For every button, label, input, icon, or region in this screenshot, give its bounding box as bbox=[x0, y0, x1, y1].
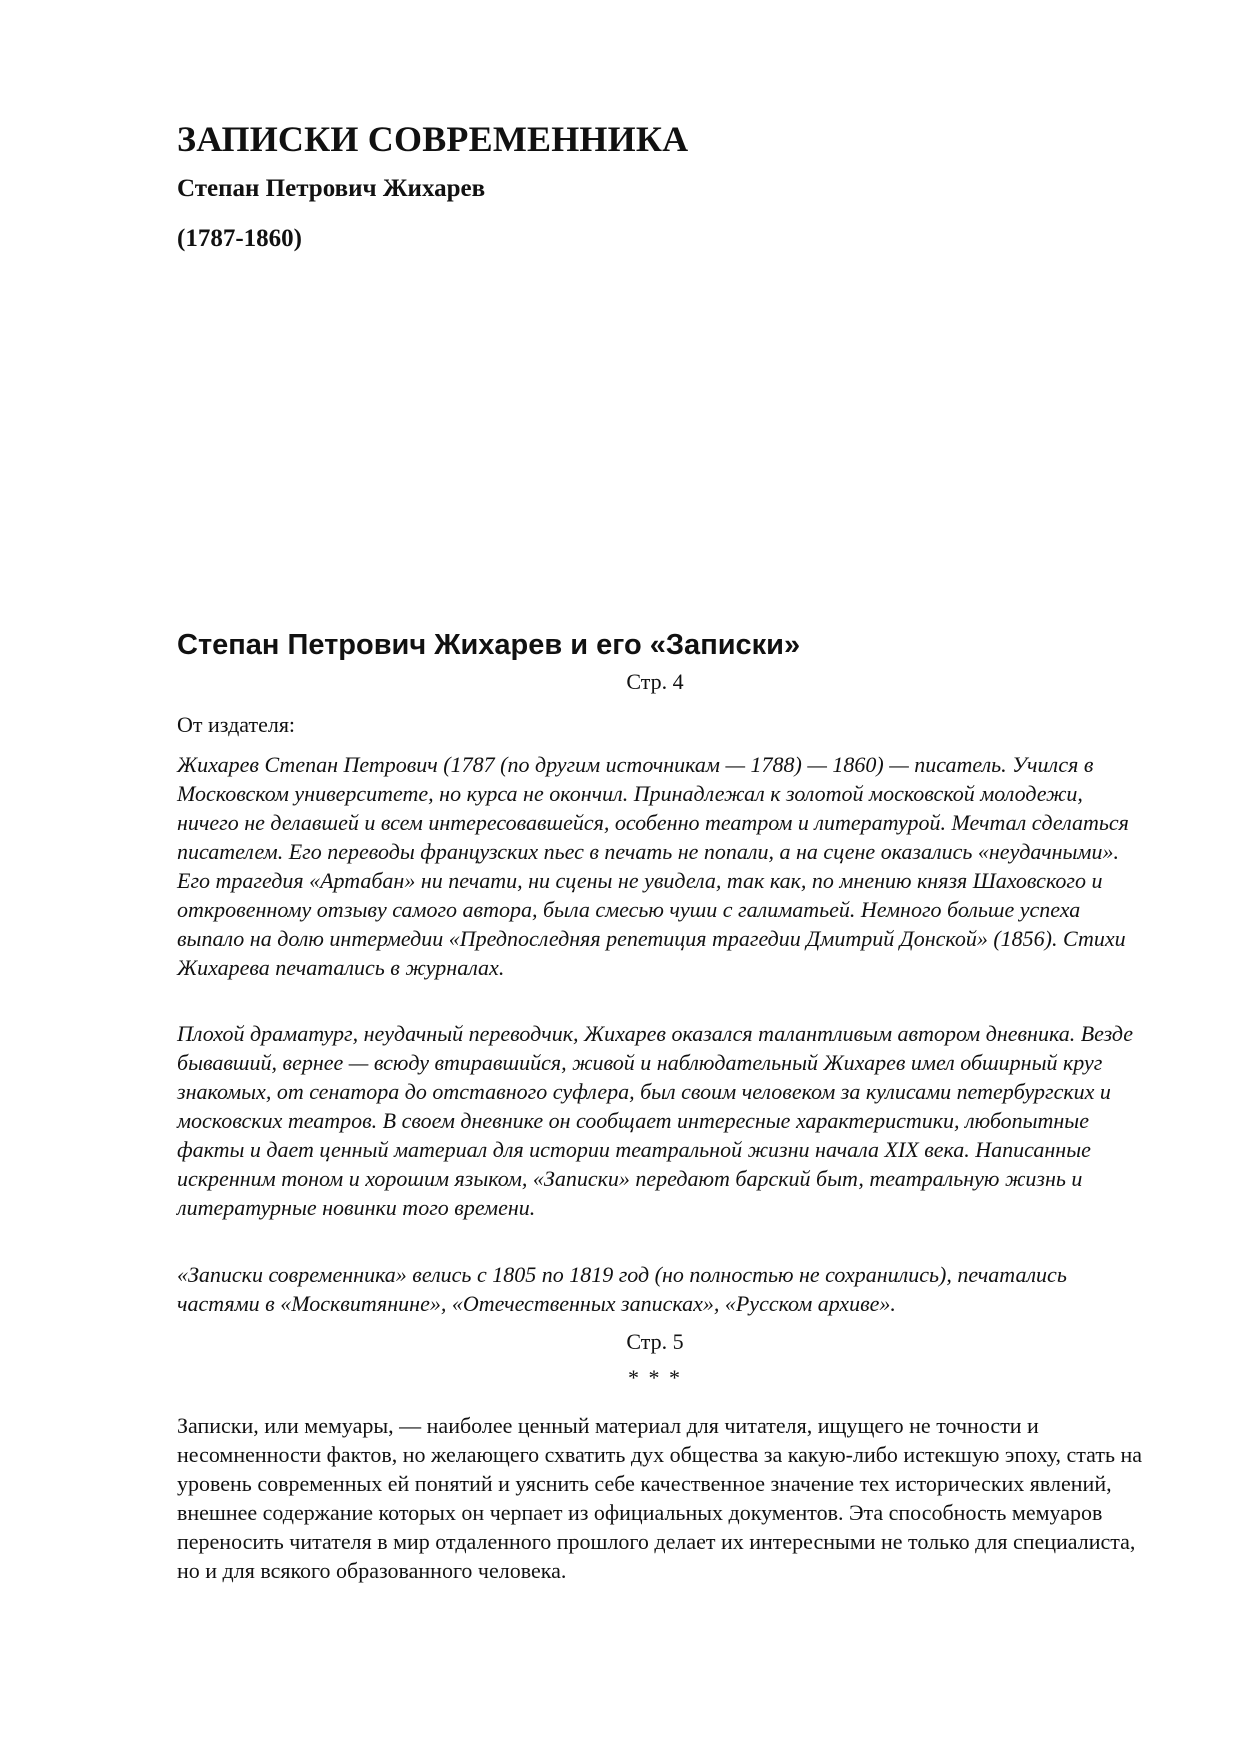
biography-paragraph: Жихарев Степан Петрович (1787 (по другим источникам — 1788) — 1860) — писатель. Учился в Московском университете, но курса не окончил. Принадлежал к золотой московской молодежи, ничего не делавшей и всем интересовавшейся, особенно театром и литературой. Мечтал сделаться писателем. Его переводы французских пьес в печать не попали, а на сцене оказались «неудачными». Его трагедия «Артабан» ни печати, ни сцены не увидела, так как, по мнению князя Шаховского и откровенному отзыву самого автора, была смесью чуши с галиматьей. Немного больше успеха выпало на долю интермедии «Предпоследняя репетиция трагедии Дмитрий Донской» (1856). Стихи Жихарева печатались в журналах. bbox=[177, 752, 1129, 980]
publication-paragraph: «Записки современника» велись с 1805 по 1819 год (но полностью не сохранились), печатались частями в «Москвитянине», «Отечественных записках», «Русском архиве». bbox=[177, 1262, 1067, 1316]
page-marker: Стр. 4 bbox=[626, 669, 684, 694]
section-heading: Степан Петрович Жихарев и его «Записки» bbox=[177, 629, 801, 661]
document-title: ЗАПИСКИ СОВРЕМЕННИКА bbox=[177, 119, 689, 159]
publisher-note-label: От издателя: bbox=[177, 712, 296, 737]
page-marker: Стр. 5 bbox=[626, 1329, 684, 1354]
document-author: Степан Петрович Жихарев bbox=[177, 175, 486, 202]
memoirs-paragraph: Записки, или мемуары, — наиболее ценный материал для читателя, ищущего не точности и несомненности фактов, но желающего схватить дух общества за какую-либо истекшую эпоху, стать на уровень современных ей понятий и уяснить себе качественное значение тех исторических явлений, внешнее содержание которых он черпает из официальных документов. Эта способность мемуаров переносить читателя в мир отдаленного прошлого делает их интересными не только для специалиста, но и для всякого образованного человека. bbox=[177, 1413, 1143, 1583]
diary-paragraph: Плохой драматург, неудачный переводчик, Жихарев оказался талантливым автором дневника. Везде бывавший, вернее — всюду втиравшийся, живой и наблюдательный Жихарев имел обширный круг знакомых, от сенатора до отставного суфлера, был своим человеком за кулисами петербургских и московских театров. В своем дневнике он сообщает интересные характеристики, любопытные факты и дает ценный материал для истории театральной жизни начала XIX века. Написанные искренним тоном и хорошим языком, «Записки» передают барский быт, театральную жизнь и литературные новинки того времени. bbox=[177, 1021, 1134, 1220]
author-life-years: (1787-1860) bbox=[177, 225, 302, 252]
section-separator: * * * bbox=[628, 1365, 682, 1390]
